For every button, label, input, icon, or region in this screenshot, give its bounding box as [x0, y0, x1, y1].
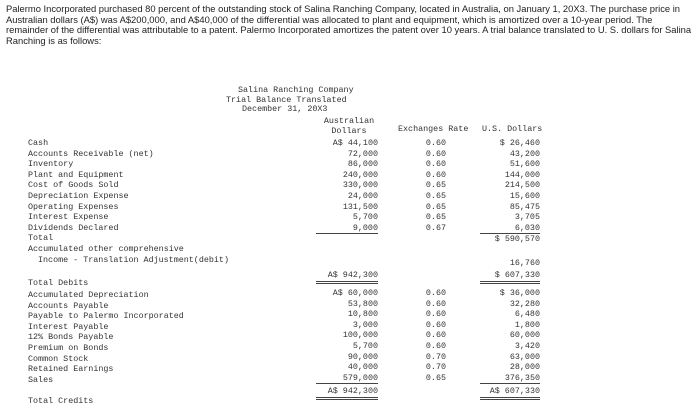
debit-rate-value: 0.60 [425, 148, 446, 159]
credit-usd-value: 6,480 [514, 309, 540, 320]
debit-label: Cash [28, 138, 49, 148]
debit-aud-value: 72,000 [347, 148, 378, 159]
credit-label: Interest Payable [28, 321, 109, 332]
statement-title: Trial Balance Translated [226, 94, 347, 105]
debit-labels [28, 138, 298, 265]
credit-aud-value: 90,000 [347, 351, 378, 362]
credit-usd-value: 32,280 [509, 298, 540, 309]
credit-rate-value: 0.60 [425, 288, 446, 298]
debit-aud-value: A$ 44,100 [332, 138, 378, 148]
debit-aud-value: 5,700 [352, 212, 378, 223]
debit-label: Dividends Declared [28, 222, 119, 233]
credit-usd-value: 28,000 [509, 362, 540, 373]
credit-rate-value: 0.60 [425, 309, 446, 320]
credit-usd-value: 3,420 [514, 340, 540, 351]
credit-aud-value: 40,000 [347, 362, 378, 373]
credit-rate-column [414, 288, 446, 383]
total-debits-label: Total Debits [28, 278, 89, 288]
credit-usd-value: 1,800 [514, 319, 540, 330]
credit-aud-value: 53,800 [347, 298, 378, 309]
debit-label: Cost of Goods Sold [28, 180, 119, 191]
debit-rate-value: 0.60 [425, 159, 446, 170]
debit-label: Accounts Receivable (net) [28, 148, 154, 159]
credit-label: Accounts Payable [28, 300, 109, 311]
debit-aud-value: 9,000 [316, 223, 378, 235]
credit-rate-value: 0.60 [425, 298, 446, 309]
debit-usd-value: 43,200 [509, 148, 540, 159]
debit-rate-column [414, 138, 446, 233]
debit-label: Plant and Equipment [28, 169, 124, 180]
aoci-label-1: Accumulated other comprehensive [28, 243, 184, 254]
debit-usd-value: 85,475 [509, 201, 540, 212]
credit-label: Payable to Palermo Incorporated [28, 311, 184, 322]
debit-rate-value: 0.65 [425, 212, 446, 223]
credit-aud-value: 579,000 [316, 373, 378, 385]
debit-rate-value: 0.65 [425, 180, 446, 191]
debit-usd-value: 51,600 [509, 159, 540, 170]
total-debits-aud: A$ 942,300 [316, 270, 378, 284]
total-credits-usd: A$ 607,330 [480, 386, 540, 400]
debit-aud-value: 240,000 [342, 169, 378, 180]
debit-rate-value: 0.65 [425, 201, 446, 212]
rate-header: Exchanges Rate [398, 124, 469, 134]
debit-usd-value: $ 26,460 [499, 138, 540, 148]
debit-label: Depreciation Expense [28, 190, 129, 201]
credit-aud-value: 5,700 [352, 340, 378, 351]
credit-label: Accumulated Depreciation [28, 290, 149, 300]
debit-label: Inventory [28, 159, 74, 170]
credit-aud-column [316, 288, 378, 384]
debit-usd-column [480, 138, 540, 245]
debit-rate-value: 0.65 [425, 190, 446, 201]
problem-text: Palermo Incorporated purchased 80 percent of the outstanding stock of Salina Ranching Company, located in Australia, on January 1, 20X3. The purchase price in Australian dollars (A$) was A$200,000, and A$40,000 of the differential was allocated to plant and equipment, which is amortized over a 10-year period. The remainder of the differential was attributable to a patent. Palermo Incorporated amortizes the patent over 10 years. A trial balance translated to U. S. dollars for Salina Ranching is as follows: [6, 3, 692, 46]
statement-date: December 31, 20X3 [242, 104, 328, 115]
credit-usd-column [480, 288, 540, 384]
credit-aud-value: 3,000 [352, 319, 378, 330]
aud-header-line2: Dollars [331, 125, 367, 136]
credit-labels [28, 290, 298, 385]
usd-header: U.S. Dollars [482, 124, 543, 134]
credit-usd-value: 63,000 [509, 351, 540, 362]
statement-company: Salina Ranching Company [238, 85, 354, 95]
debit-aud-value: 131,500 [342, 201, 378, 212]
aoci-usd: 16,760 [509, 258, 540, 268]
credit-label: 12% Bonds Payable [28, 332, 114, 343]
total-credits-aud: A$ 942,300 [316, 386, 378, 400]
credit-usd-value: 60,000 [509, 330, 540, 341]
debit-label: Operating Expenses [28, 201, 119, 212]
debit-label: Interest Expense [28, 212, 109, 223]
credit-rate-value: 0.60 [425, 340, 446, 351]
aoci-label-2: Income - Translation Adjustment(debit) [38, 254, 229, 265]
aud-header [316, 117, 382, 136]
debit-usd-value: 214,500 [504, 180, 540, 191]
credit-rate-value: 0.70 [425, 351, 446, 362]
subtotal-label: Total [28, 233, 54, 244]
aud-header-line1: Australian [323, 116, 375, 126]
credit-usd-value: $ 36,000 [499, 288, 540, 298]
credit-aud-value: 100,000 [342, 330, 378, 341]
debit-rate-value: 0.60 [425, 169, 446, 180]
debit-usd-value: 144,000 [504, 169, 540, 180]
debit-usd-value: 15,600 [509, 190, 540, 201]
credit-label: Premium on Bonds [28, 342, 109, 353]
credit-label: Sales [28, 374, 54, 385]
credit-label: Common Stock [28, 353, 89, 364]
debit-usd-value: 3,705 [514, 212, 540, 223]
debit-rate-value: 0.67 [425, 222, 446, 233]
credit-rate-value: 0.65 [425, 372, 446, 383]
credit-aud-value: A$ 60,000 [332, 288, 378, 298]
debit-aud-value: 24,000 [347, 190, 378, 201]
total-debits-usd: $ 607,330 [480, 270, 540, 284]
statement-heading [226, 86, 354, 115]
debit-usd-value: 6,030 [480, 223, 540, 235]
debit-aud-value: 330,000 [342, 180, 378, 191]
total-credits-label: Total Credits [28, 396, 94, 406]
debit-aud-column [316, 138, 378, 234]
credit-label: Retained Earnings [28, 364, 114, 375]
debit-rate-value: 0.60 [425, 138, 446, 148]
credit-rate-value: 0.70 [425, 362, 446, 373]
debit-aud-value: 86,000 [347, 159, 378, 170]
credit-rate-value: 0.60 [425, 319, 446, 330]
credit-rate-value: 0.60 [425, 330, 446, 341]
subtotal-usd: $ 590,570 [494, 234, 540, 245]
credit-usd-value: 376,350 [480, 373, 540, 385]
credit-aud-value: 10,800 [347, 309, 378, 320]
